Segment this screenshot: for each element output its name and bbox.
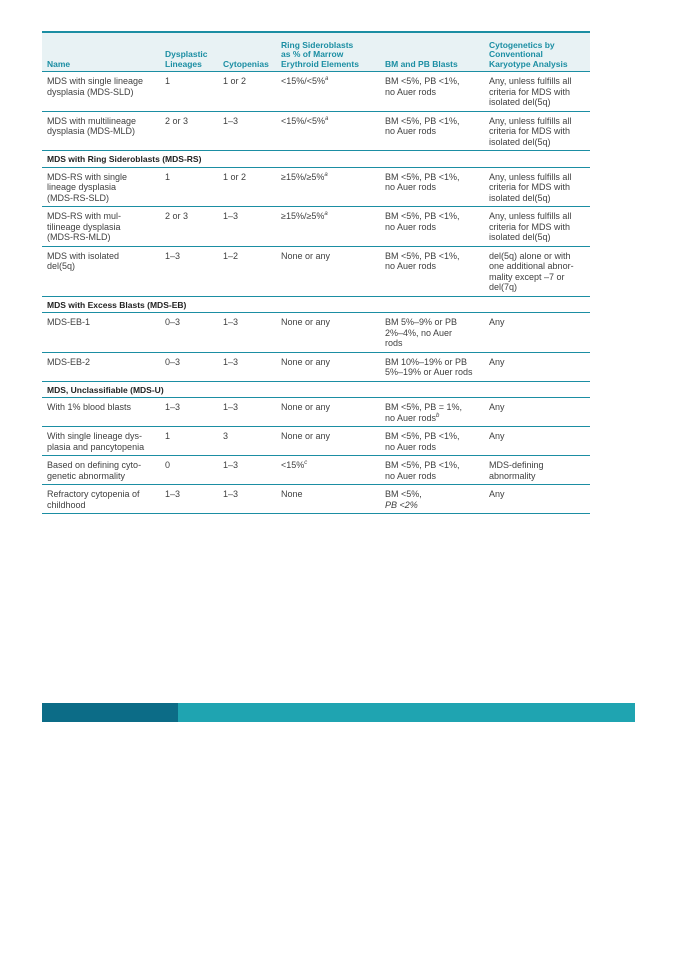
footer-color-bar-dark-segment	[42, 703, 178, 722]
table-cell	[160, 72, 218, 112]
cell-text: BM <5%, PB <1%, no Auer rods	[385, 460, 460, 481]
table-group-row	[42, 151, 590, 168]
cell-text: 1–2	[223, 250, 239, 261]
column-header: Dysplastic Lineages	[160, 33, 218, 72]
cell-text: 1	[165, 171, 171, 182]
table-cell	[160, 207, 218, 247]
group-title: MDS with Ring Sideroblasts (MDS-RS)	[42, 151, 590, 168]
cell-text: 1–3	[223, 402, 239, 412]
cell-text: Based on defining cyto- genetic abnormality	[47, 460, 142, 481]
footnote-marker: a	[325, 115, 329, 122]
table-cell	[484, 111, 590, 151]
table-cell	[42, 352, 160, 381]
table-cell	[42, 111, 160, 151]
cell-text: 1	[165, 431, 171, 441]
cell-text: With single lineage dys- plasia and pancytopenia	[47, 431, 145, 452]
cell-text-italic: PB <2%	[385, 499, 418, 510]
cell-text: None or any	[281, 402, 331, 412]
cell-text: 2 or 3	[165, 211, 189, 221]
table-cell	[218, 72, 276, 112]
cell-text: 1–3	[223, 115, 239, 126]
table-cell	[484, 207, 590, 247]
cell-text: 2 or 3	[165, 115, 189, 126]
cell-text: MDS-RS with single lineage dysplasia (MDS-RS-SLD)	[47, 171, 128, 203]
column-header: Ring Sideroblasts as % of Marrow Erythroid Elements	[276, 33, 380, 72]
cell-text: 1	[165, 76, 171, 86]
cell-text: MDS-EB-2	[47, 356, 91, 367]
table-cell	[484, 485, 590, 514]
table-cell	[380, 207, 484, 247]
footer-color-bar	[42, 703, 635, 722]
table-cell	[42, 207, 160, 247]
cell-text: <15%	[281, 460, 305, 470]
table-cell	[276, 352, 380, 381]
cell-text: 0	[165, 460, 171, 470]
table-cell	[160, 485, 218, 514]
cell-text: 1–3	[223, 460, 239, 470]
cell-text: MDS with isolated del(5q)	[47, 250, 120, 271]
table-cell	[160, 246, 218, 296]
table-cell	[160, 427, 218, 456]
table-cell	[160, 313, 218, 353]
cell-text: Any	[489, 489, 505, 499]
table-cell	[218, 456, 276, 485]
table-cell	[276, 427, 380, 456]
table-cell	[218, 352, 276, 381]
cell-text: 1–3	[223, 211, 239, 221]
table-cell	[160, 456, 218, 485]
cell-text: BM <5%, PB <1%, no Auer rods	[385, 250, 460, 271]
table-cell	[380, 398, 484, 427]
table-row	[42, 313, 590, 353]
table-cell	[218, 427, 276, 456]
cell-text: <15%/<5%	[281, 115, 326, 126]
cell-text: 0–3	[165, 317, 181, 327]
table-cell	[484, 167, 590, 207]
cell-text: MDS-RS with mul- tilineage dysplasia (MDS-RS-MLD)	[47, 211, 122, 242]
table-cell	[380, 111, 484, 151]
cell-text: 1–3	[165, 489, 181, 499]
table-cell	[160, 352, 218, 381]
cell-text: ≥15%/≥5%	[281, 171, 325, 182]
table-cell	[160, 167, 218, 207]
table-cell	[276, 111, 380, 151]
table-cell	[42, 485, 160, 514]
cell-text: BM <5%, PB <1%, no Auer rods	[385, 115, 460, 136]
table-cell	[484, 456, 590, 485]
table-row	[42, 352, 590, 381]
cell-text: 1–3	[223, 489, 239, 499]
footnote-marker: a	[324, 211, 328, 217]
table-cell	[218, 485, 276, 514]
table-row	[42, 207, 590, 247]
column-header: Cytopenias	[218, 33, 276, 72]
table-header-row	[42, 33, 590, 72]
table-cell	[380, 352, 484, 381]
table-cell	[484, 427, 590, 456]
table-cell	[218, 111, 276, 151]
table-cell	[484, 246, 590, 296]
cell-text: MDS with single lineage dysplasia (MDS-SLD)	[47, 76, 144, 97]
table-cell	[160, 111, 218, 151]
cell-text: With 1% blood blasts	[47, 402, 132, 412]
table-cell	[276, 456, 380, 485]
footnote-marker: a	[324, 171, 328, 178]
column-header: BM and PB Blasts	[380, 33, 484, 72]
table-cell	[380, 485, 484, 514]
column-header: Cytogenetics by Conventional Karyotype Analysis	[484, 33, 590, 72]
table-cell	[42, 456, 160, 485]
cell-text: 1–3	[165, 250, 181, 261]
table-cell	[218, 313, 276, 353]
cell-text: 1 or 2	[223, 76, 247, 86]
table-cell	[276, 167, 380, 207]
table-cell	[218, 398, 276, 427]
cell-text: Refractory cytopenia of childhood	[47, 489, 140, 510]
cell-text: 1–3	[165, 402, 181, 412]
cell-text: Any, unless fulfills all criteria for MDS with isolated del(5q)	[489, 171, 572, 203]
cell-text: 1–3	[223, 356, 239, 367]
table-cell	[160, 398, 218, 427]
table-cell	[42, 246, 160, 296]
cell-text: ≥15%/≥5%	[281, 211, 325, 221]
table-cell	[380, 167, 484, 207]
table-cell	[276, 246, 380, 296]
table-cell	[42, 398, 160, 427]
cell-text: None or any	[281, 356, 331, 367]
table-row	[42, 111, 590, 151]
table-cell	[276, 485, 380, 514]
cell-text: BM <5%, PB <1%, no Auer rods	[385, 211, 460, 232]
footnote-marker: c	[304, 460, 308, 466]
footnote-marker: a	[325, 76, 329, 82]
table-cell	[42, 72, 160, 112]
table-cell	[380, 427, 484, 456]
table-group-row	[42, 381, 590, 398]
cell-text: Any	[489, 317, 505, 327]
group-title: MDS, Unclassifiable (MDS-U)	[42, 381, 590, 398]
table-cell	[380, 72, 484, 112]
table-row	[42, 246, 590, 296]
cell-text: Any	[489, 431, 505, 441]
cell-text: None	[281, 489, 303, 499]
table-cell	[218, 167, 276, 207]
table-cell	[380, 456, 484, 485]
table-cell	[484, 398, 590, 427]
table-group-row	[42, 296, 590, 313]
table-cell	[484, 313, 590, 353]
table-cell	[42, 313, 160, 353]
table-row	[42, 72, 590, 112]
cell-text: BM <5%, PB <1%, no Auer rods	[385, 76, 460, 97]
cell-text: 3	[223, 431, 229, 441]
cell-text: BM <5%, PB = 1%, no Auer rods	[385, 402, 463, 423]
table-row	[42, 456, 590, 485]
group-title: MDS with Excess Blasts (MDS-EB)	[42, 296, 590, 313]
table-cell	[380, 313, 484, 353]
cell-text: Any	[489, 356, 505, 367]
cell-text: Any, unless fulfills all criteria for MDS with isolated del(5q)	[489, 76, 572, 107]
table-row	[42, 167, 590, 207]
cell-text: None or any	[281, 317, 331, 327]
cell-text: 0–3	[165, 356, 181, 367]
cell-text: MDS-EB-1	[47, 317, 91, 327]
table-cell	[484, 352, 590, 381]
cell-text: MDS with multilineage dysplasia (MDS-MLD)	[47, 115, 137, 136]
column-header: Name	[42, 33, 160, 72]
table-cell	[218, 246, 276, 296]
cell-text: None or any	[281, 431, 331, 441]
cell-text: Any, unless fulfills all criteria for MDS with isolated del(5q)	[489, 115, 572, 147]
cell-text: BM 5%–9% or PB 2%–4%, no Auer rods	[385, 317, 458, 348]
cell-text: 1 or 2	[223, 171, 247, 182]
table-cell	[276, 72, 380, 112]
table-cell	[218, 207, 276, 247]
footnote-marker: b	[436, 412, 440, 419]
table-row	[42, 398, 590, 427]
table-body	[42, 72, 590, 514]
cell-text: BM <5%, PB <1%, no Auer rods	[385, 431, 460, 452]
cell-text: BM <5%, PB <1%, no Auer rods	[385, 171, 460, 192]
table-cell	[380, 246, 484, 296]
cell-text: MDS-defining abnormality	[489, 460, 544, 481]
table-row	[42, 427, 590, 456]
cell-text: None or any	[281, 250, 331, 261]
table-cell	[42, 427, 160, 456]
mds-classification-table	[42, 33, 590, 514]
table-cell	[276, 398, 380, 427]
cell-text: BM <5%, PB <2%	[385, 489, 422, 510]
table-cell	[276, 313, 380, 353]
cell-text: BM 10%–19% or PB 5%–19% or Auer rods	[385, 356, 473, 377]
table-cell	[276, 207, 380, 247]
table-cell	[484, 72, 590, 112]
cell-text: Any, unless fulfills all criteria for MDS with isolated del(5q)	[489, 211, 572, 242]
cell-text: 1–3	[223, 317, 239, 327]
table-cell	[42, 167, 160, 207]
cell-text: <15%/<5%	[281, 76, 326, 86]
cell-text: Any	[489, 402, 505, 412]
table-row	[42, 485, 590, 514]
cell-text: del(5q) alone or with one additional abnor- mality except –7 or del(7q)	[489, 250, 574, 292]
